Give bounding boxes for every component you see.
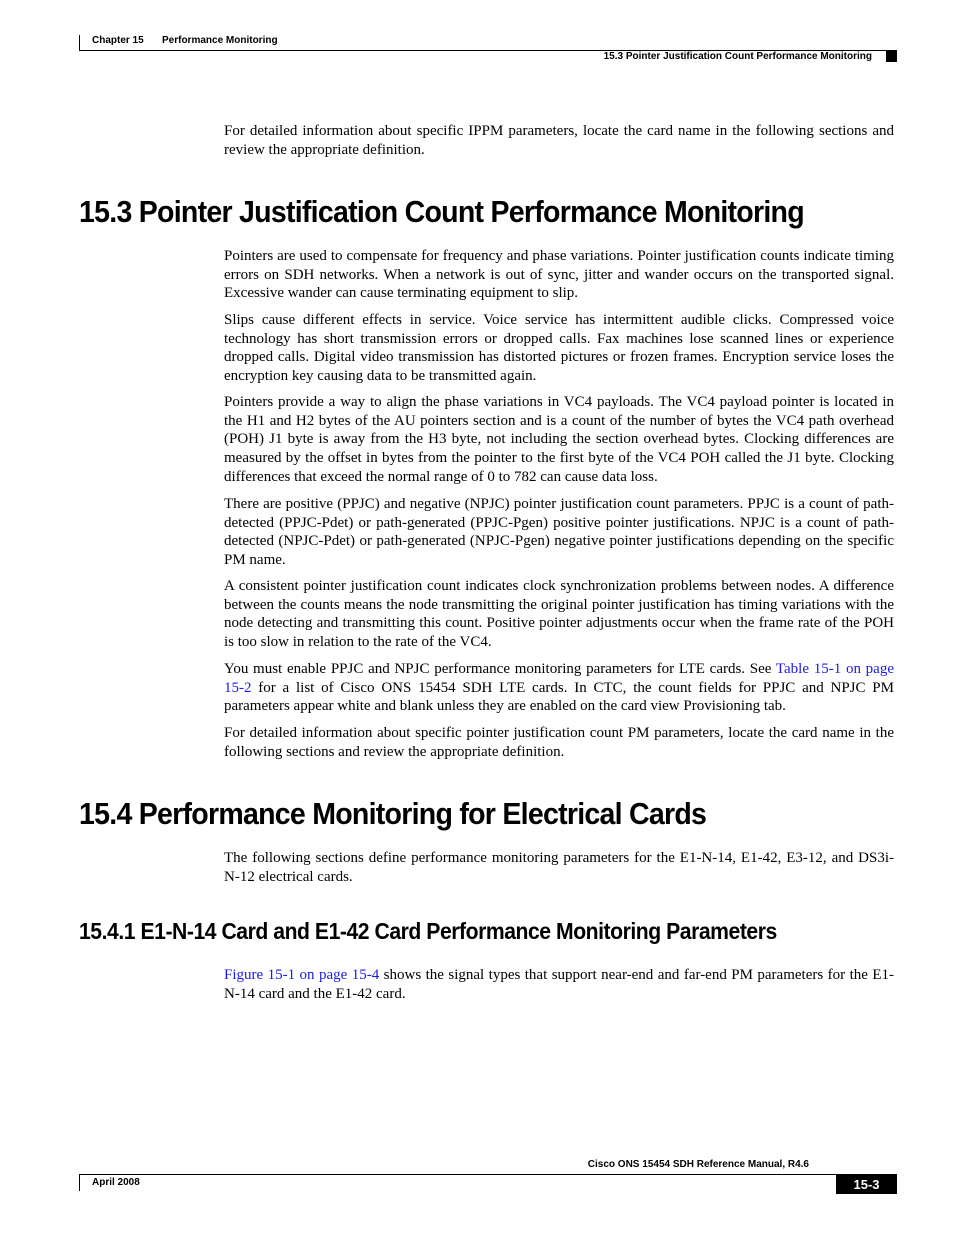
header-chapter-title: Performance Monitoring	[162, 35, 278, 46]
section-15-4-1-paragraph-1	[224, 966, 894, 1003]
section-15-3-paragraph-4: There are positive (PPJC) and negative (NPJC) pointer justification count parameters. PPJC is a count of path-detected (PPJC-Pdet) or path-generated (PPJC-Pgen) positive pointer justifications. NPJC is a count of path-detected (NPJC-Pdet) or path-generated (NPJC-Pgen) negative pointer justifications depending on the specific PM name.	[224, 496, 894, 569]
section-15-3-heading: 15.3 Pointer Justification Count Performance Monitoring	[79, 194, 804, 229]
section-15-3-paragraph-3: Pointers provide a way to align the phase variations in VC4 payloads. The VC4 payload pointer is located in the H1 and H2 bytes of the AU pointers section and is a count of the number of bytes the VC4 path overhead (POH) J1 byte is away from the H3 byte, not including the section overhead bytes. Clocking differences are measured by the offset in bytes from the pointer to the first byte of the VC4 POH called the J1 byte. Clocking differences that exceed the normal range of 0 to 782 can cause data loss.	[224, 394, 894, 485]
section-15-4-paragraph-1: The following sections define performance monitoring parameters for the E1-N-14, E1-42, E3-12, and DS3i-N-12 electrical cards.	[224, 850, 894, 885]
section-15-3-paragraph-6	[224, 660, 894, 716]
footer-manual-title: Cisco ONS 15454 SDH Reference Manual, R4.6	[587, 1159, 809, 1170]
section-15-3-paragraph-2: Slips cause different effects in service. Voice service has intermittent audible clicks. Compressed voice technology has short transmission errors or dropped calls. Fax machines lose scanned lines or experience dropped calls. Digital video transmission has distorted pictures or frozen frames. Encryption service loses the encryption key causing data to be transmitted again.	[224, 312, 894, 385]
section-15-3-paragraph-1: Pointers are used to compensate for frequency and phase variations. Pointer justification counts indicate timing errors on SDH networks. When a network is out of sync, jitter and wander occurs on the transported signal. Excessive wander can cause terminating equipment to slip.	[224, 248, 894, 302]
section-15-4-heading: 15.4 Performance Monitoring for Electrical Cards	[79, 796, 707, 831]
footer-rule	[79, 1174, 836, 1175]
header-chapter: Chapter 15	[92, 35, 144, 46]
footer-left-rule	[79, 1174, 80, 1191]
section-15-4-1-heading: 15.4.1 E1-N-14 Card and E1-42 Card Performance Monitoring Parameters	[79, 918, 777, 944]
footer-page-number-box	[836, 1174, 897, 1194]
figure-15-1-link[interactable]: Figure 15-1 on page 15-4	[224, 967, 380, 983]
section-15-3-paragraph-5: A consistent pointer justification count indicates clock synchronization problems between nodes. A difference between the counts means the node transmitting the original pointer justification has timing variations with the node detecting and transmitting this count. Positive pointer adjustments occur when the frame rate of the POH is too slow in relation to the rate of the VC4.	[224, 578, 894, 651]
footer-page-number: 15-3	[853, 1176, 880, 1192]
footer-date: April 2008	[92, 1177, 140, 1188]
table-15-1-link[interactable]: Table 15-1 on page 15-2	[224, 661, 894, 696]
header-left-rule	[79, 35, 80, 51]
paragraph-text-after-link: shows the signal types that support near-end and far-end PM parameters for the E1-N-14 card and the E1-42 card.	[224, 967, 894, 1002]
header-marker-block	[886, 50, 897, 62]
intro-paragraph: For detailed information about specific IPPM parameters, locate the card name in the following sections and review the appropriate definition.	[224, 123, 894, 158]
paragraph-6-text-after: for a list of Cisco ONS 15454 SDH LTE cards. In CTC, the count fields for PPJC and NPJC PM parameters appear white and blank unless they are enabled on the card view Provisioning tab.	[224, 679, 894, 715]
header-running-section: 15.3 Pointer Justification Count Performance Monitoring	[603, 51, 872, 62]
section-15-3-paragraph-7: For detailed information about specific pointer justification count PM parameters, locate the card name in the following sections and review the appropriate definition.	[224, 725, 894, 760]
paragraph-6-text-before: You must enable PPJC and NPJC performance monitoring parameters for LTE cards. See	[224, 661, 776, 677]
